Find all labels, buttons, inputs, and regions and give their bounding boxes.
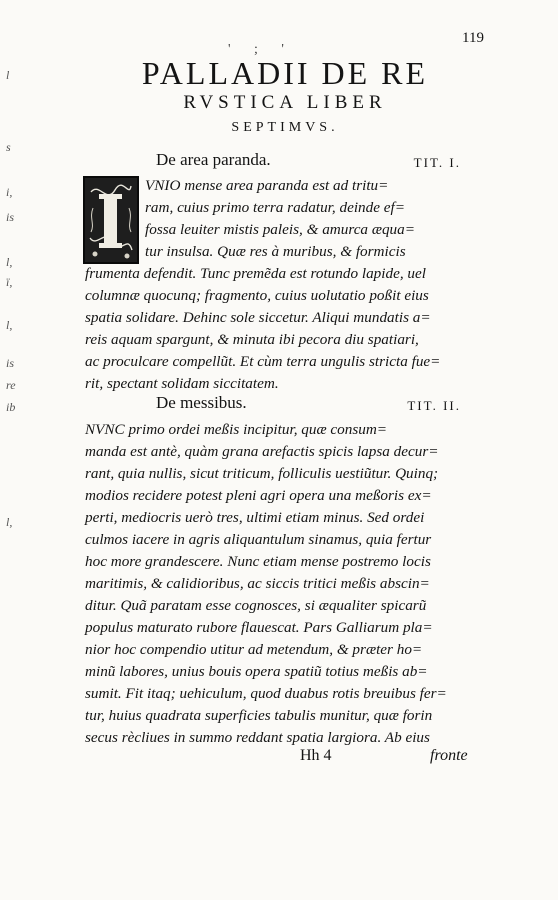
section-tit-2: TIT. II. — [407, 398, 461, 413]
text-line: frumenta defendit. Tunc premẽda est rotundo lapide, uel — [85, 265, 426, 282]
text-line: ram, cuius primo terra radatur, deinde ef= — [145, 199, 405, 216]
text-line: sumit. Fit itaq; uehiculum, quod duabus rotis breuibus fer= — [85, 685, 447, 702]
text-line: perti, mediocris uerò tres, ultimi etiam minus. Sed ordei — [85, 509, 425, 526]
margin-mark: l, — [6, 515, 13, 529]
section-tit-1: TIT. I. — [413, 155, 461, 170]
margin-mark: is — [6, 210, 15, 224]
text-line: columnæ quocunq; fragmento, cuius uolutatio poßit eius — [85, 287, 429, 304]
text-line: nior hoc compendio utitur ad metendum, & præter ho= — [85, 641, 423, 658]
text-line: tur insulsa. Quæ res à muribus, & formicis — [145, 243, 406, 260]
text-line: manda est antè, quàm grana arefactis spicis lapsa decur= — [85, 443, 439, 460]
margin-mark: re — [6, 378, 16, 392]
text-line: rit, spectant solidam siccitatem. — [85, 375, 279, 392]
section-title-2: De messibus. — [156, 393, 247, 412]
text-line: NVNC primo ordei meßis incipitur, quæ consum= — [85, 421, 388, 438]
text-line: secus rècliues in summo reddant spatia largiora. Ab eius — [85, 729, 430, 746]
margin-mark: s — [6, 140, 11, 154]
margin-mark: is — [6, 356, 15, 370]
text-line: minũ labores, unius bouis opera spatiũ totius meßis ab= — [85, 663, 428, 680]
text-line: culmos iacere in agris aliquantulum sinamus, quia fertur — [85, 531, 432, 548]
text-line: ditur. Quã paratam esse cognosces, si æqualiter spicarũ — [85, 597, 427, 614]
section-heading-2 — [156, 393, 461, 416]
top-marks: ' ; ' — [228, 42, 294, 57]
text-line: fossa leuiter mistis paleis, & amurca æqua= — [145, 221, 415, 238]
text-line: tur, huius quadrata superficies tabulis munitur, quæ forin — [85, 707, 433, 724]
margin-mark: l, — [6, 318, 13, 332]
text-line: spatia solidare. Dehinc sole siccetur. Aliqui mundatis a= — [85, 309, 431, 326]
signature-mark: Hh 4 — [300, 747, 332, 764]
text-line: reis aquam spargunt, & minuta ibi pecora diu spatiari, — [85, 331, 419, 348]
decorated-initial — [83, 176, 139, 264]
margin-mark: ï, — [6, 275, 13, 289]
margin-mark: ib — [6, 400, 16, 414]
text-line: rant, quia nullis, sicut triticum, folliculis uestiũtur. Quinq; — [85, 465, 439, 482]
margin-mark: l, — [6, 255, 13, 269]
catchword: fronte — [430, 747, 468, 764]
text-line: maritimis, & calidioribus, ac siccis tritici meßis abscin= — [85, 575, 430, 592]
section-title-1: De area paranda. — [156, 150, 271, 169]
text-line: VNIO mense area paranda est ad tritu= — [145, 177, 389, 194]
decorated-initial-art — [85, 178, 137, 262]
text-line: hoc more grandescere. Nunc etiam mense postremo locis — [85, 553, 431, 570]
text-line: ac proculcare compellũt. Et cùm terra ungulis stricta fue= — [85, 353, 441, 370]
section-heading-1 — [156, 150, 461, 173]
title-sub2: SEPTIMVS. — [231, 120, 339, 135]
title-sub: RVSTICA LIBER — [183, 92, 387, 113]
text-line: modios recidere potest pleni agri opera una meßoris ex= — [85, 487, 432, 504]
text-line: populus maturato rubore flauescat. Pars Galliarum pla= — [85, 619, 433, 636]
page-number: 119 — [462, 30, 484, 46]
margin-mark: i, — [6, 185, 13, 199]
margin-mark: l — [6, 68, 10, 82]
title-main: PALLADII DE RE — [141, 55, 429, 91]
